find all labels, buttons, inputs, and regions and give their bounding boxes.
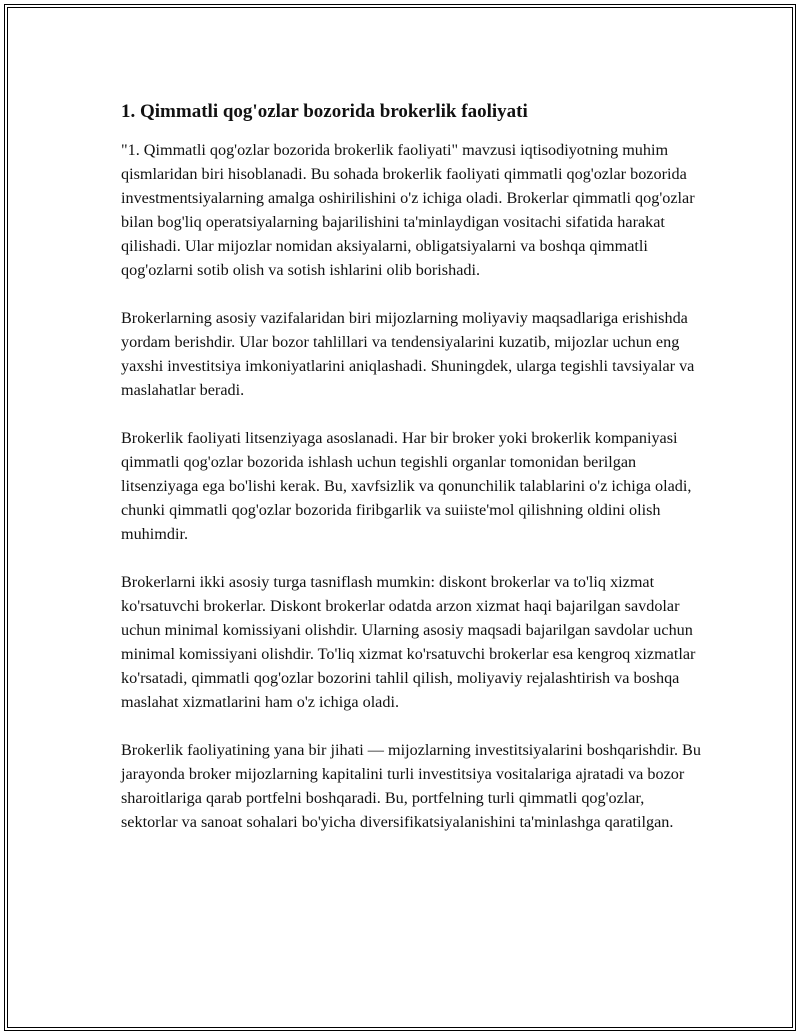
paragraph-3: Brokerlik faoliyati litsenziyaga asoslanadi. Har bir broker yoki brokerlik kompaniyasi qimmatli qog'ozlar bozorida ishlash uchun tegishli organlar tomonidan berilgan litsenziyaga ega bo'lishi kerak. Bu, xavfsizlik va qonunchilik talablarini o'z ichiga oladi, chunki qimmatli qog'ozlar bozorida firibgarlik va suiiste'mol qilishning oldini olish muhimdir. <box>121 429 692 543</box>
paragraph-2: Brokerlarning asosiy vazifalaridan biri mijozlarning moliyaviy maqsadlariga erishishda yordam berishdir. Ular bozor tahlillari va tendensiyalarini kuzatib, mijozlar uchun eng yaxshi investitsiya imkoniyatlarini aniqlashadi. Shuningdek, ularga tegishli tavsiyalar va maslahatlar beradi. <box>121 309 695 399</box>
paragraph-5: Brokerlik faoliyatining yana bir jihati — mijozlarning investitsiyalarini boshqarishdir. Bu jarayonda broker mijozlarning kapitalini turli investitsiya vositalariga ajratadi va bozor sharoitlariga qarab portfelni boshqaradi. Bu, portfelning turli qimmatli qog'ozlar, sektorlar va sanoat sohalari bo'yicha diversifikatsiyalanishini ta'minlashga qaratilgan. <box>121 741 701 831</box>
page-border <box>4 4 796 1031</box>
paragraph-1: "1. Qimmatli qog'ozlar bozorida brokerlik faoliyati" mavzusi iqtisodiyotning muhim qismlaridan biri hisoblanadi. Bu sohada brokerlik faoliyati qimmatli qog'ozlar bozorida investmentsiyalarning amalga oshirilishini o'z ichiga oladi. Brokerlar qimmatli qog'ozlar bilan bog'liq operatsiyalarning bajarilishini ta'minlaydigan vositachi sifatida harakat qilishadi. Ular mijozlar nomidan aksiyalarni, obligatsiyalarni va boshqa qimmatli qog'ozlarni sotib olish va sotish ishlarini olib borishadi. <box>121 141 695 279</box>
document-title: 1. Qimmatli qog'ozlar bozorida brokerlik faoliyati <box>121 101 528 122</box>
document-body <box>121 97 701 858</box>
paragraph-4: Brokerlarni ikki asosiy turga tasniflash mumkin: diskont brokerlar va to'liq xizmat ko'rsatuvchi brokerlar. Diskont brokerlar odatda arzon xizmat haqi bajarilgan savdolar uchun minimal komissiyani olishdir. Ularning asosiy maqsadi bajarilgan savdolar uchun minimal komissiyani olishdir. To'liq xizmat ko'rsatuvchi brokerlar esa kengroq xizmatlar ko'rsatadi, qimmatli qog'ozlar bozorini tahlil qilish, moliyaviy rejalashtirish va boshqa maslahat xizmatlarini ham o'z ichiga oladi. <box>121 573 696 711</box>
